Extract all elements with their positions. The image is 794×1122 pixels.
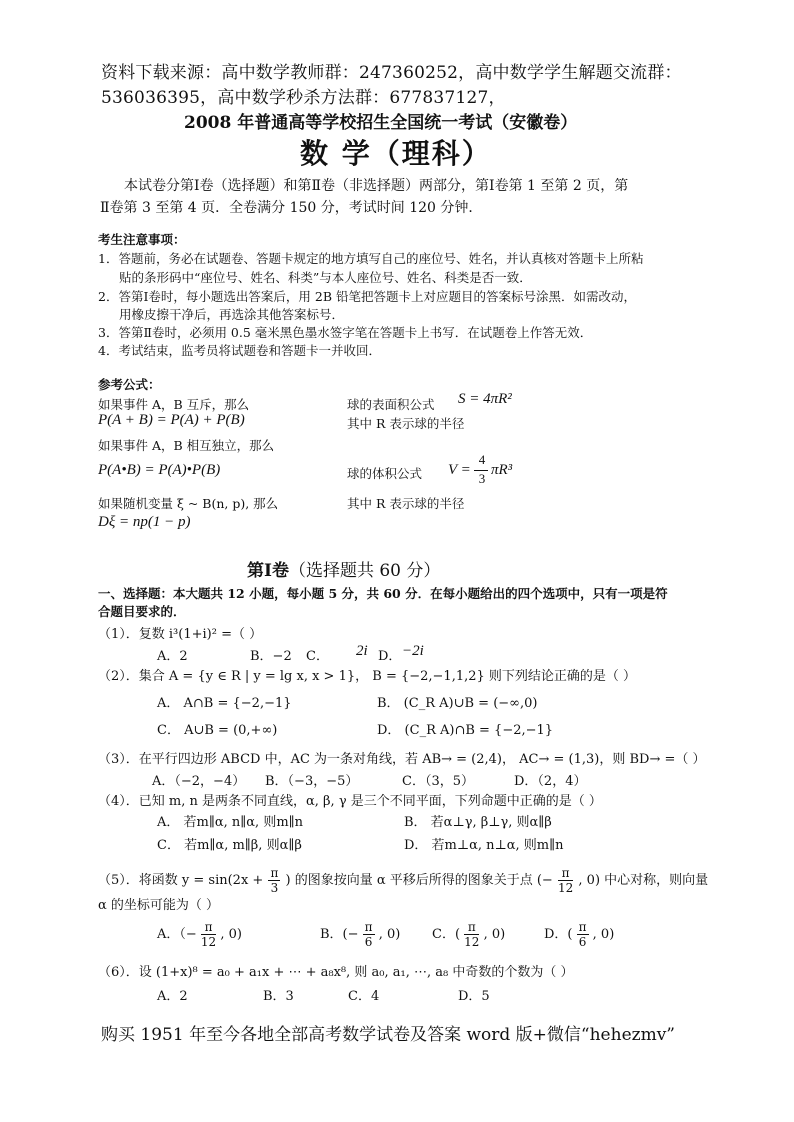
fraction-numerator: π <box>464 920 479 935</box>
fraction-numerator: π <box>558 866 573 881</box>
fraction <box>201 920 216 949</box>
intro-line-2: Ⅱ卷第 3 至第 4 页．全卷满分 150 分，考试时间 120 分钟． <box>100 200 483 216</box>
option-prefix: A．（− <box>157 927 197 942</box>
stem-part: , 0) 中心对称，则向量 <box>578 873 709 888</box>
question-stem-line-2: α 的坐标可能为（ ） <box>98 898 220 913</box>
option-suffix: , 0) <box>592 927 615 942</box>
formula-left-text: 如果事件 A，B 相互独立，那么 <box>98 438 275 453</box>
fraction-denominator: 12 <box>200 935 217 949</box>
question-stem: （4）．已知 m, n 是两条不同直线，α, β, γ 是三个不同平面，下列命题中正确的是（ ） <box>98 794 602 809</box>
stem-part: ) 的图象按向量 α 平移后所得的图象关于点 (− <box>285 873 553 888</box>
fraction-denominator: 6 <box>364 935 373 949</box>
notes-title: 考生注意事项： <box>98 232 186 247</box>
option-d: D．5 <box>458 989 490 1004</box>
option-b: B． (C_R A)∪B = (−∞,0) <box>377 696 538 711</box>
section-title <box>247 556 440 581</box>
option-c: C．4 <box>348 989 380 1004</box>
formula-right-eq: V = <box>448 462 471 478</box>
section-title-sub: （选择题共 60 分） <box>288 561 441 581</box>
question-stem: （3）．在平行四边形 ABCD 中，AC 为一条对角线，若 AB→ = (2,4)， AC→ = (1,3)，则 BD→ =（ ） <box>98 752 706 767</box>
fraction <box>558 866 573 895</box>
footer-ad: 购买 1951 年至今各地全部高考数学试卷及答案 word 版+微信“hehezmv” <box>101 1025 675 1045</box>
option-suffix: , 0) <box>220 927 242 942</box>
formula-right-text: 球的表面积公式 <box>347 397 435 412</box>
option-b: B． 若α⊥γ, β⊥γ, 则α∥β <box>404 815 552 830</box>
option-b: B．−2 <box>250 649 292 664</box>
question-stem <box>98 866 708 895</box>
fraction-numerator: 4 <box>478 452 486 467</box>
question-stem: （2）．集合 A = {y ∈ R | y = lg x, x > 1}， B = {−2,−1,1,2} 则下列结论正确的是（ ） <box>98 669 637 684</box>
option-b <box>320 920 400 949</box>
fraction-denominator: 3 <box>478 471 486 486</box>
option-c: C．（3，5） <box>402 774 474 789</box>
fraction <box>577 920 589 949</box>
formula-left-eq: P(A•B) = P(A)•P(B) <box>98 462 221 478</box>
fraction <box>363 920 375 949</box>
option-d <box>544 920 614 949</box>
fraction <box>464 920 479 949</box>
fraction-numerator: π <box>270 866 279 880</box>
option-d: D． <box>378 649 402 664</box>
fraction-denominator: 3 <box>270 881 279 895</box>
option-a: A．2 <box>157 649 188 664</box>
source-line-1: 资料下载来源：高中数学教师群：247360252，高中数学学生解题交流群： <box>101 63 682 83</box>
section-instructions: 一、选择题：本大题共 12 小题，每小题 5 分，共 60 分．在每小题给出的四个选项中，只有一项是符 <box>98 586 668 601</box>
note-item: 2．答第Ⅰ卷时，每小题选出答案后，用 2B 铅笔把答题卡上对应题目的答案标号涂黑．如需改动， <box>98 289 636 304</box>
option-c: C． <box>306 649 329 664</box>
option-c: C． 若m∥α, m∥β, 则α∥β <box>157 838 302 853</box>
fraction-denominator: 12 <box>557 881 574 895</box>
option-prefix: C．( <box>432 927 461 942</box>
option-suffix: , 0) <box>378 927 401 942</box>
section-title-main: 第Ⅰ卷 <box>247 561 289 581</box>
fraction-denominator: 6 <box>578 935 587 949</box>
formula-right-eq: S = 4πR² <box>458 391 512 407</box>
option-a: A． 若m∥α, n∥α, 则m∥n <box>157 815 304 830</box>
option-suffix: , 0) <box>483 927 506 942</box>
section-instructions: 合题目要求的． <box>98 604 186 619</box>
fraction-numerator: π <box>578 920 587 934</box>
source-line-2: 536036395，高中数学秒杀方法群：677837127， <box>101 88 506 108</box>
note-item: 4．考试结束，监考员将试题卷和答题卡一并收回． <box>98 343 381 358</box>
option-d: D．（2，4） <box>514 774 587 789</box>
option-b: B．（−3，−5） <box>265 774 359 789</box>
question-stem: （1）．复数 i³(1+i)² =（ ） <box>98 627 263 642</box>
option-b: B．3 <box>263 989 294 1004</box>
option-a: A．2 <box>157 989 188 1004</box>
fraction-numerator: π <box>364 920 373 934</box>
formula-right-text: 其中 R 表示球的半径 <box>347 496 465 511</box>
option-a: A． A∩B = {−2,−1} <box>157 696 292 711</box>
formula-right-text: 球的体积公式 <box>347 466 423 481</box>
question-stem: （6）．设 (1+x)⁸ = a₀ + a₁x + ⋯ + a₈x⁸, 则 a₀, a₁, ⋯, a₈ 中奇数的个数为（ ） <box>98 965 574 980</box>
formula-left-text: 如果随机变量 ξ ~ B(n, p), 那么 <box>98 496 279 511</box>
exam-subject: 数 学（理科） <box>300 137 492 170</box>
note-item: 3．答第Ⅱ卷时，必须用 0.5 毫米黑色墨水签字笔在答题卡上书写．在试题卷上作答无效． <box>98 325 593 340</box>
option-c <box>432 920 505 949</box>
note-item: 贴的条形码中“座位号、姓名、科类”与本人座位号、姓名、科类是否一致． <box>119 270 532 285</box>
intro-line-1: 本试卷分第Ⅰ卷（选择题）和第Ⅱ卷（非选择题）两部分，第Ⅰ卷第 1 至第 2 页，第 <box>124 178 629 194</box>
option-c: C． A∪B = (0,+∞) <box>157 723 278 738</box>
formula-right-text: 其中 R 表示球的半径 <box>347 416 465 431</box>
option-a <box>157 920 242 949</box>
fraction-numerator: π <box>201 920 216 935</box>
exam-title: 2008 年普通高等学校招生全国统一考试（安徽卷） <box>184 113 578 133</box>
option-d: D． (C_R A)∩B = {−2,−1} <box>377 723 554 738</box>
option-prefix: B．(− <box>320 927 359 942</box>
option-d: D． 若m⊥α, n⊥α, 则m∥n <box>404 838 564 853</box>
formula-left-eq: Dξ = np(1 − p) <box>98 514 191 530</box>
note-item: 用橡皮擦干净后，再选涂其他答案标号． <box>119 307 345 322</box>
option-a: A．（−2，−4） <box>152 774 246 789</box>
note-item: 1．答题前，务必在试题卷、答题卡规定的地方填写自己的座位号、姓名，并认真核对答题卡上所粘 <box>98 251 644 266</box>
fraction-denominator: 12 <box>464 935 480 949</box>
formulas-title: 参考公式： <box>98 377 161 392</box>
stem-part: （5）．将函数 y = sin(2x + <box>98 873 268 888</box>
formula-right-eq: πR³ <box>491 462 513 478</box>
option-c-value: 2i <box>356 643 368 659</box>
option-prefix: D．( <box>544 927 573 942</box>
option-d-value: −2i <box>402 643 424 659</box>
fraction <box>268 866 280 895</box>
formula-left-eq: P(A + B) = P(A) + P(B) <box>98 412 245 428</box>
formula-left-text: 如果事件 A，B 互斥，那么 <box>98 397 250 412</box>
